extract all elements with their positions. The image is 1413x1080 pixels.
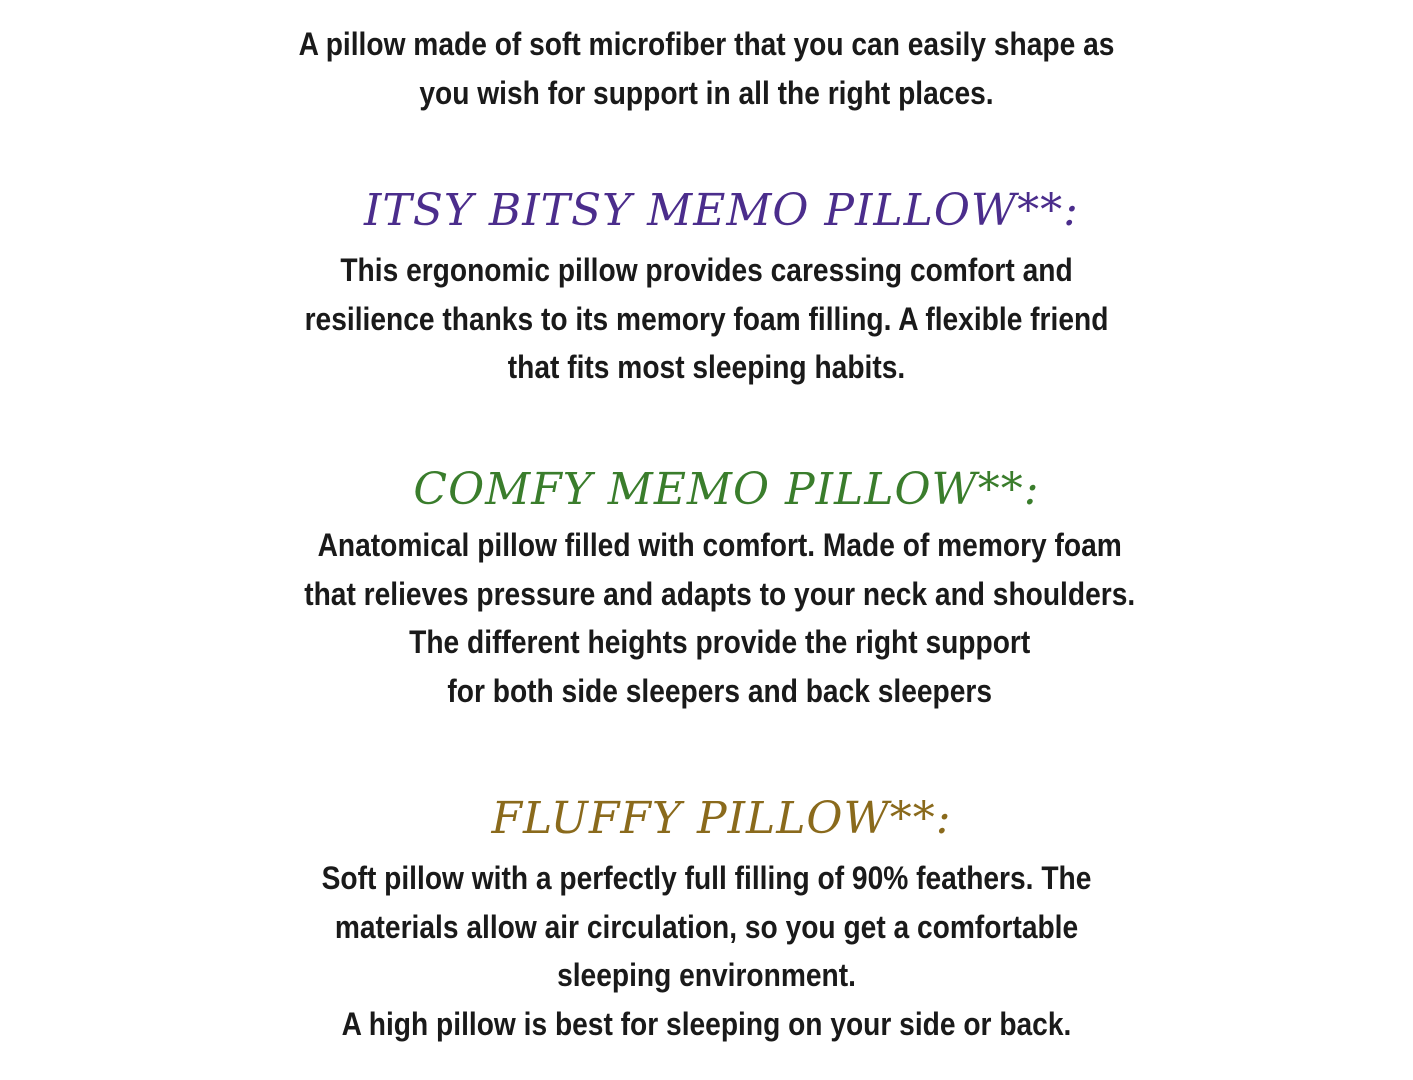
description-line: that relieves pressure and adapts to your neck and shoulders.: [304, 575, 1136, 612]
description-line: The different heights provide the right support: [409, 624, 1031, 660]
section-fluffy-pillow: [0, 794, 1413, 1048]
description-line: A high pillow is best for sleeping on your side or back.: [341, 1005, 1072, 1042]
description-line: resilience thanks to its memory foam filling. A flexible friend: [304, 300, 1109, 337]
description-line: Soft pillow with a perfectly full filling of 90% feathers. The: [321, 860, 1092, 896]
description-line: sleeping environment.: [557, 957, 856, 993]
fluffy-description: [85, 854, 1328, 1048]
description-line: you wish for support in all the right places.: [419, 74, 994, 111]
section-itsy-bitsy-memo-pillow: [0, 186, 1413, 392]
section-top-pillow: [0, 0, 1413, 120]
description-line: materials allow air circulation, so you get a comfortable: [334, 908, 1079, 945]
description-line: A pillow made of soft microfiber that you can easily shape as: [298, 26, 1115, 62]
section-comfy-memo-pillow: [0, 465, 1413, 715]
comfy-memo-description: [85, 521, 1328, 715]
description-line: Anatomical pillow filled with comfort. Made of memory foam: [317, 527, 1122, 563]
description-line: This ergonomic pillow provides caressing comfort and: [340, 252, 1073, 288]
fluffy-heading: FLUFFY PILLOW**:: [491, 793, 952, 844]
top-pillow-description: [85, 20, 1328, 117]
description-line: that fits most sleeping habits.: [507, 349, 906, 385]
itsy-bitsy-heading: ITSY BITSY MEMO PILLOW**:: [364, 185, 1079, 236]
itsy-bitsy-description: [85, 246, 1328, 392]
description-line: for both side sleepers and back sleepers: [447, 672, 993, 709]
comfy-memo-heading: COMFY MEMO PILLOW**:: [413, 464, 1040, 515]
